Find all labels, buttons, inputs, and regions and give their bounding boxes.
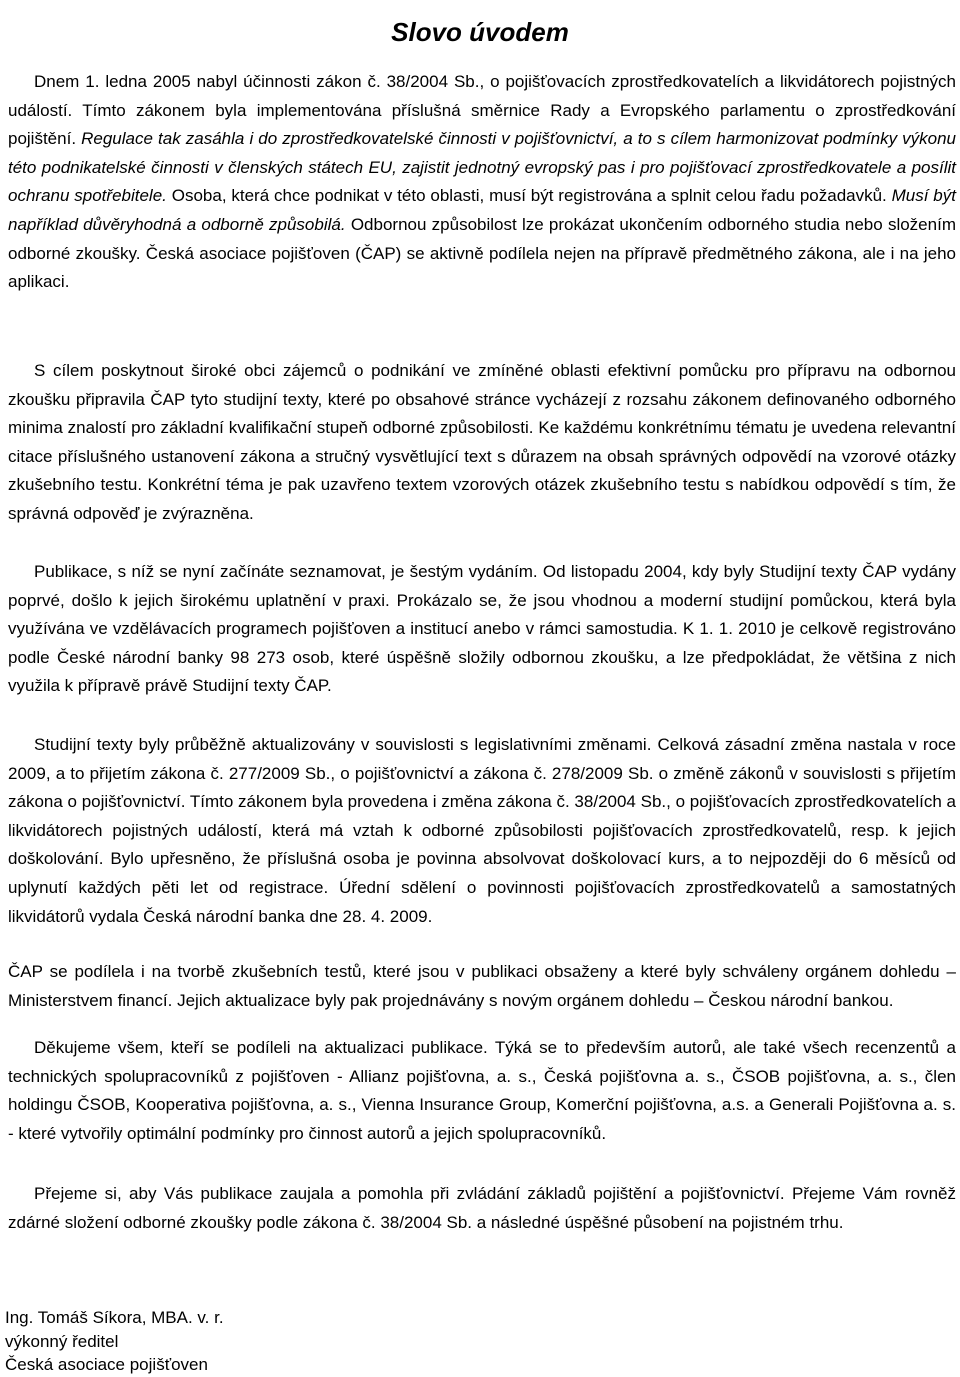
intro-sentence-2: Regulace tak zasáhla i do zprostředkovatelské činnosti v pojišťovnictví, a to s cílem harmonizovat podmínky výkonu této podnikatelské činnosti v členských státech EU, zajistit jednotný evropský pas i pro pojišťovací zprostředkovatele a posílit ochranu spotřebitele.: [8, 129, 957, 206]
intro-sentence-5: Odbornou způsobilost lze prokázat ukončením odborného studia nebo složením odborné zkoušky. Česká asociace pojišťoven (ČAP) se aktivně podílela nejen na přípravě předmětného zákona, ale i na jeho aplikaci.: [8, 214, 956, 292]
paragraph-updates: Studijní texty byly průběžně aktualizovány v souvislosti s legislativními změnami. Celková zásadní změna nastala v roce 2009, a to přijetím zákona č. 277/2009 Sb., o pojišťovnictví a zákona č. 278/2009 Sb. o změně zákonů v souvislosti s přijetím zákona o pojišťovnictví. Tímto zákonem byla provedena i změna zákona č. 38/2004 Sb., o pojišťovacích zprostředkovatelích a likvidátorech pojistných událostí, která má vztah k odborné způsobilosti pojišťovacích zprostředkovatelů, resp. k jejich doškolování. Bylo upřesněno, že příslušná osoba je povinna absolvovat doškolovací kurs, a to nejpozději do 6 měsíců od uplynutí každých pěti let od registrace. Úřední sdělení o povinnosti pojišťovacích zprostředkovatelů a samostatných likvidátorů vydala Česká národní banka dne 28. 4. 2009.: [8, 735, 956, 926]
intro-sentence-1: Dnem 1. ledna 2005 nabyl účinnosti zákon č. 38/2004 Sb., o pojišťovacích zprostředkovatelích a likvidátorech pojistných událostí. Tímto zákonem byla implementována příslušná směrnice Rady a Evropského parlamentu o zprostředkování pojištění.: [8, 72, 956, 149]
intro-sentence-3: Osoba, která chce podnikat v této oblasti, musí být registrována a splnit celou řadu požadavků.: [166, 186, 887, 206]
intro-sentence-4: Musí být například důvěryhodná a odborně způsobilá.: [8, 186, 956, 234]
signature-organization: Česká asociace pojišťoven: [5, 1355, 208, 1374]
signature-name: Ing. Tomáš Síkora, MBA. v. r.: [5, 1308, 224, 1327]
paragraph-thanks: Děkujeme všem, kteří se podíleli na aktualizaci publikace. Týká se to především autorů, ale také všech recenzentů a technických spolupracovníků z pojišťoven - Allianz pojišťovna, a. s., Česká pojišťovna a. s., ČSOB pojišťovna, a. s., člen holdingu ČSOB, Kooperativa pojišťovna, a. s., Vienna Insurance Group, Komerční pojišťovna, a.s. a Generali Pojišťovna a. s. - které vytvořily optimální podmínky pro činnost autorů a jejich spolupracovníků.: [8, 1038, 956, 1143]
paragraph-study-texts: S cílem poskytnout široké obci zájemců o podnikání ve zmíněné oblasti efektivní pomůcku pro přípravu na odbornou zkoušku připravila ČAP tyto studijní texty, které po obsahové stránce vycházejí z rozsahu zákonem definovaného odborného minima znalostí pro základní kvalifikační stupeň odborné způsobilosti. Ke každému konkrétnímu tématu je uvedena relevantní citace příslušného ustanovení zákona a stručný vysvětlující text s důrazem na obsah správných odpovědí na vzorové otázky zkušebního testu. Konkrétní téma je pak uzavřeno textem vzorových otázek zkušebního testu s nabídkou odpovědí s tím, že správná odpověď je zvýrazněna.: [8, 361, 956, 523]
paragraph-wishes: Přejeme si, aby Vás publikace zaujala a pomohla při zvládání základů pojištění a pojišťovnictví. Přejeme Vám rovněž zdárné složení odborné zkoušky podle zákona č. 38/2004 Sb. a následné úspěšné působení na pojistném trhu.: [8, 1184, 956, 1232]
paragraph-tests: ČAP se podílela i na tvorbě zkušebních testů, které jsou v publikaci obsaženy a které byly schváleny orgánem dohledu – Ministerstvem financí. Jejich aktualizace byly pak projednávány s novým orgánem dohledu – Českou národní bankou.: [8, 962, 956, 1010]
signature-role: výkonný ředitel: [5, 1331, 119, 1351]
page-title: Slovo úvodem: [391, 17, 569, 48]
signature-block: [5, 1306, 224, 1377]
paragraph-intro: [8, 68, 956, 297]
paragraph-publication: Publikace, s níž se nyní začínáte seznamovat, je šestým vydáním. Od listopadu 2004, kdy byly Studijní texty ČAP vydány poprvé, došlo k jejich širokému uplatnění v praxi. Prokázalo se, že jsou vhodnou a moderní studijní pomůckou, která byla využívána ve vzdělávacích programech pojišťoven a institucí anebo v rámci samostudia. K 1. 1. 2010 je celkově registrováno podle České národní banky 98 273 osob, které úspěšně složily odbornou zkoušku, a lze předpokládat, že většina z nich využila k přípravě právě Studijní texty ČAP.: [8, 562, 956, 696]
